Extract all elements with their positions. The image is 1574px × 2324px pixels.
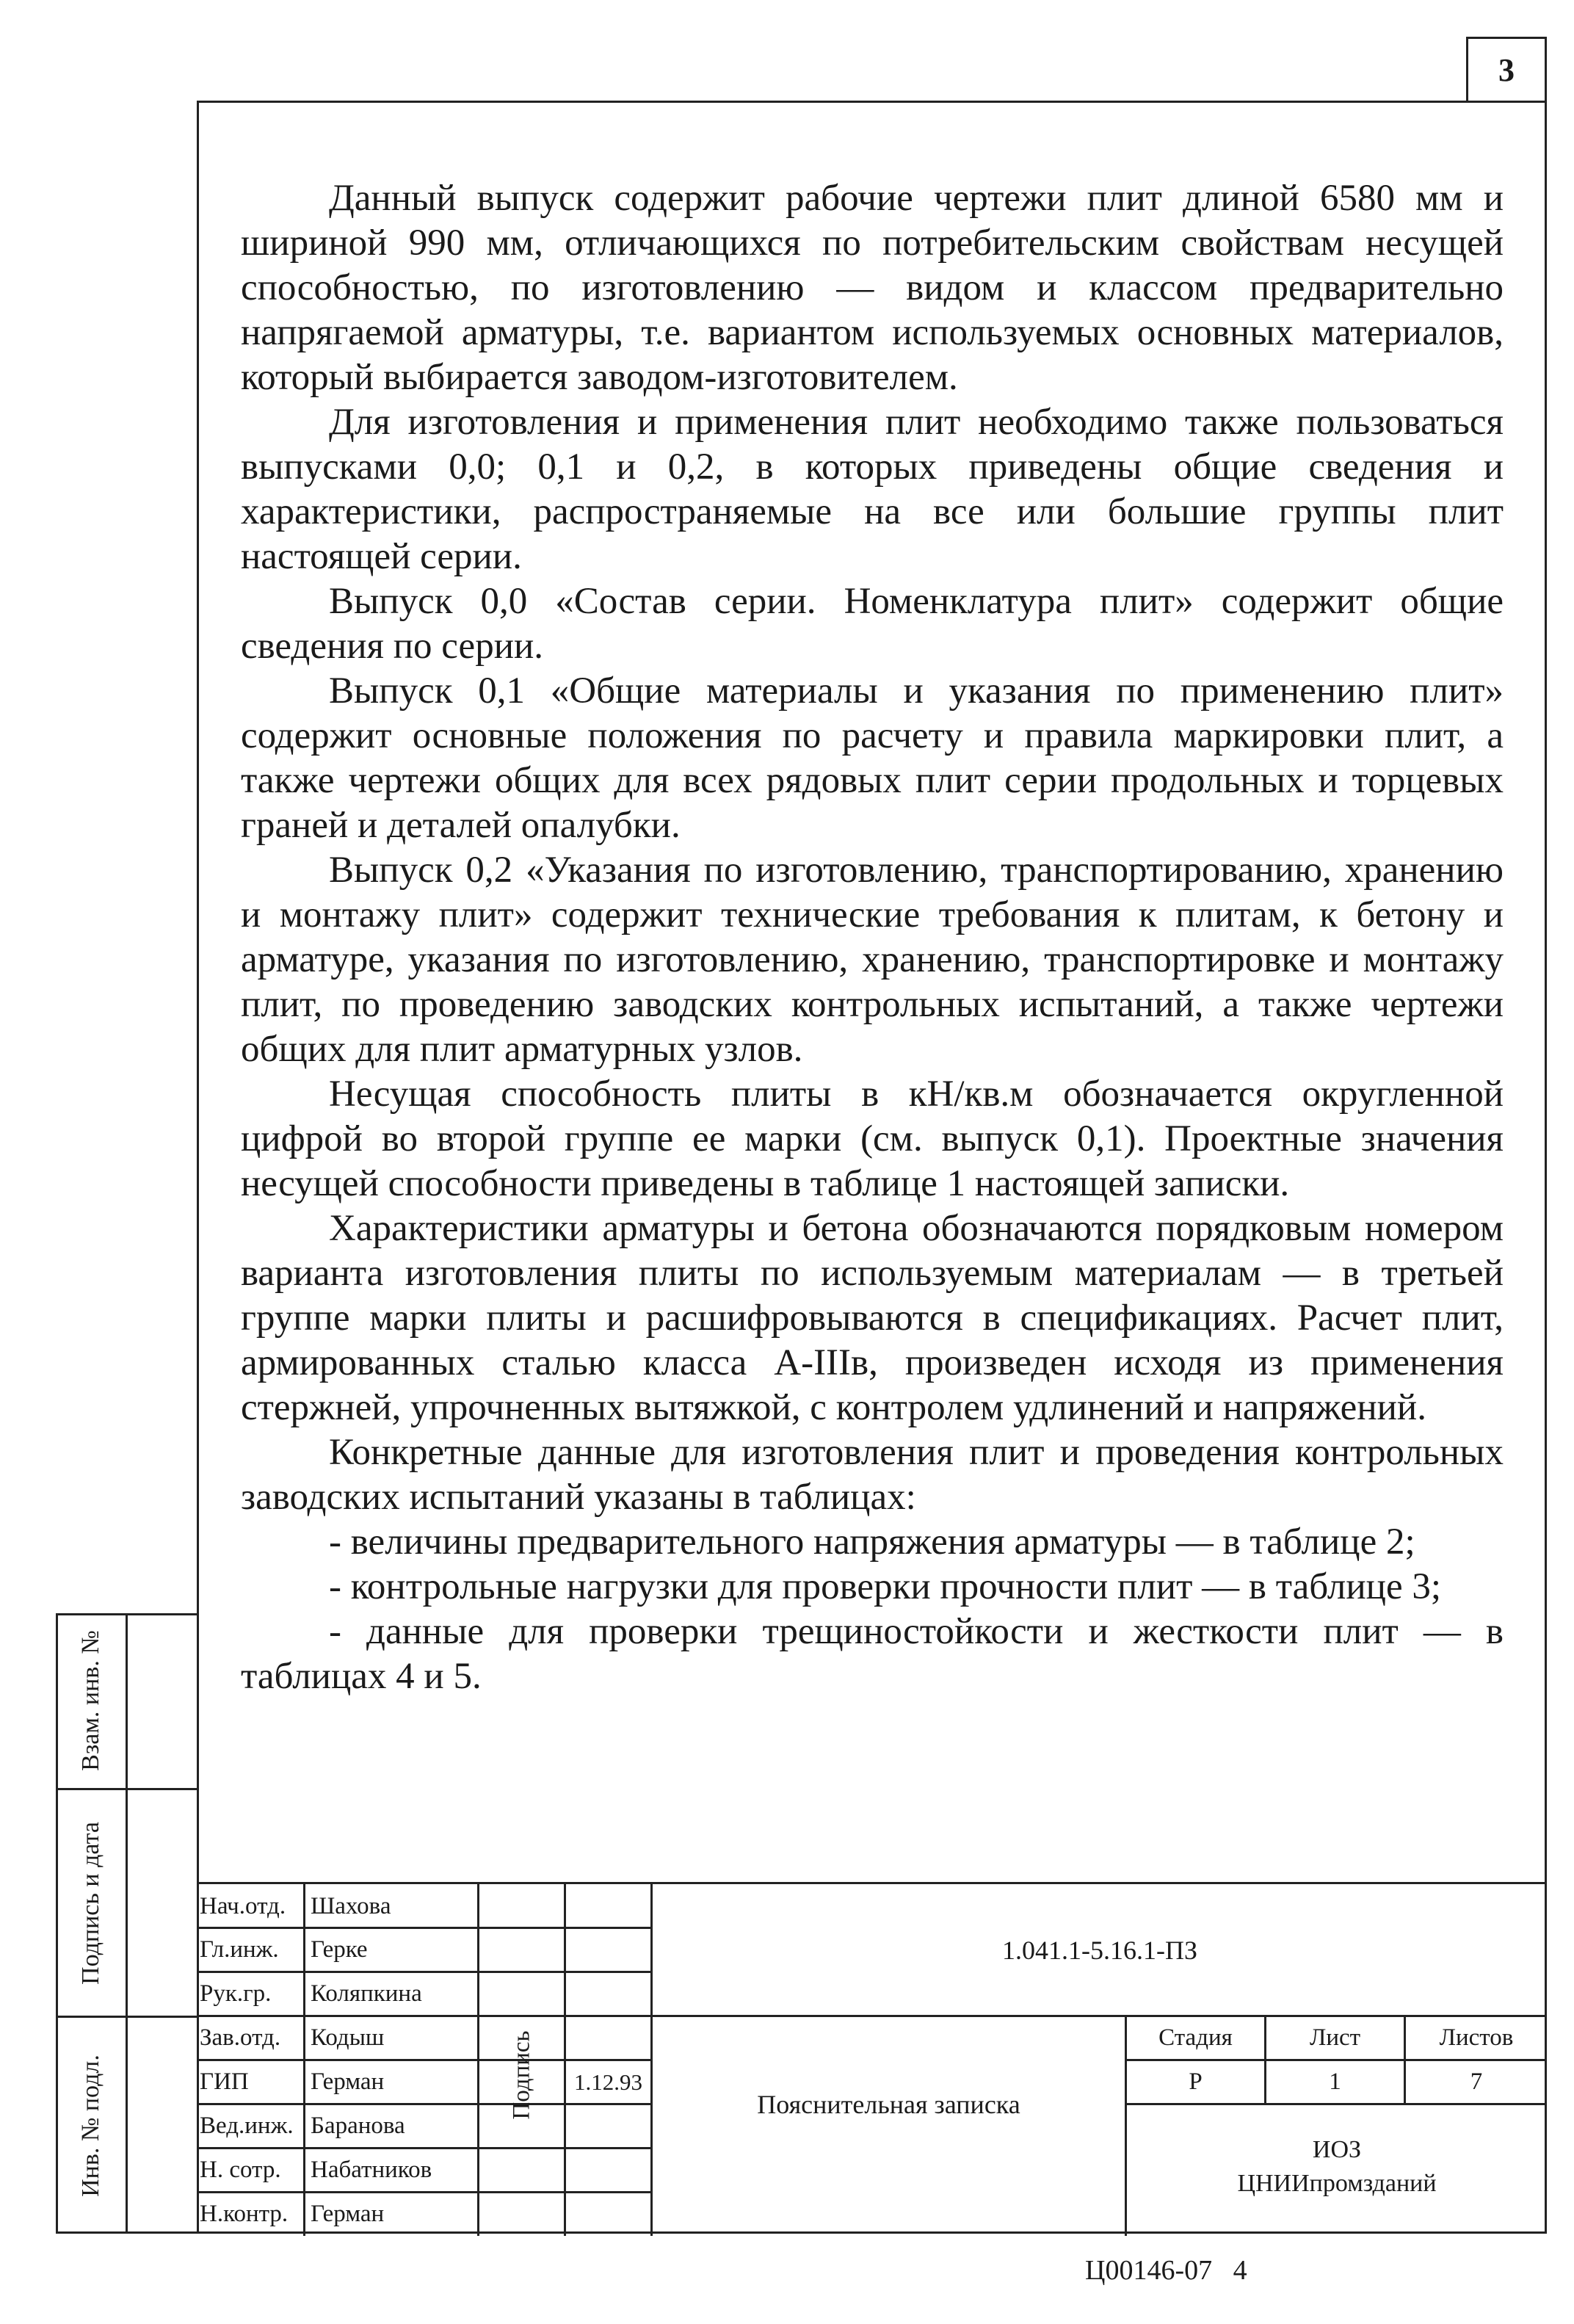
sheet-header: Лист [1309, 2024, 1361, 2051]
page-number: 3 [1466, 37, 1547, 101]
list-item: - контрольные нагрузки для проверки прочности плит — в таблице 3; [329, 1566, 1442, 1607]
left-margin-cell [56, 1613, 126, 1788]
list-item: - величины предварительного напряжения арматуры — в таблице 2; [329, 1521, 1415, 1563]
name-cell: Коляпкина [311, 1980, 422, 2007]
stage-header: Стадия [1158, 2024, 1233, 2051]
divider [477, 1884, 479, 2236]
role-cell: Гл.инж. [200, 1936, 279, 1963]
document-title: Пояснительная записка [757, 2090, 1020, 2119]
date-cell: 1.12.93 [574, 2068, 642, 2095]
sheet-value: 1 [1329, 2068, 1341, 2095]
paragraph: Характеристики арматуры и бетона обозначаются порядковым номером варианта изготовления плиты по используемым материалам — в третьей группе марки плиты и расшифровываются в спецификациях. Расчет плит, армированных сталью класса А-IIIв, произведен исходя из применения стержней, упрочненных вытяжкой, с контролем удлинений и напряжений. [241, 1208, 1504, 1428]
divider [126, 1613, 128, 2234]
vzam-inv-label: Взам. инв. № [77, 1630, 104, 1771]
footer-code: Ц00146-07 4 [1085, 2255, 1247, 2286]
name-cell: Кодыш [311, 2024, 385, 2051]
role-cell: Рук.гр. [200, 1980, 272, 2007]
name-cell: Герке [311, 1936, 368, 1963]
paragraph: Выпуск 0,2 «Указания по изготовлению, транспортированию, хранению и монтажу плит» содержит технические требования к плитам, к бетону и арматуре, указания по изготовлению, хранению, транспортировке и монтажу плит, по проведению заводских контрольных испытаний, а также чертежи общих для плит арматурных узлов. [241, 850, 1504, 1070]
left-margin-cell [56, 2018, 126, 2234]
sheets-header: Листов [1439, 2024, 1514, 2051]
role-cell: Зав.отд. [200, 2024, 281, 2051]
signature-label: Подпись [508, 2030, 534, 2120]
paragraph: Несущая способность плиты в кН/кв.м обозначается округленной цифрой во второй группе ее марки (см. выпуск 0,1). Проектные значения несущей способности приведены в таблице 1 настоящей записки. [241, 1074, 1504, 1204]
name-cell: Герман [311, 2068, 385, 2095]
organization-line2: ЦНИИпромзданий [1237, 2170, 1437, 2197]
name-cell: Баранова [311, 2113, 405, 2139]
name-cell: Шахова [311, 1892, 391, 1919]
paragraph: Данный выпуск содержит рабочие чертежи плит длиной 6580 мм и шириной 990 мм, отличающихся по потребительским свойствам несущей способностью, по изготовлению — видом и классом предварительно напрягаемой арматуры, т.е. вариантом используемых основных материалов, который выбирается заводом-изготовителем. [241, 178, 1504, 398]
divider [303, 1884, 305, 2236]
list-item: - данные для проверки трещиностойкости и жесткости плит — в таблицах 4 и 5. [241, 1611, 1504, 1697]
role-cell: ГИП [200, 2068, 249, 2095]
organization-line1: ИОЗ [1312, 2136, 1362, 2163]
paragraph: Выпуск 0,1 «Общие материалы и указания по применению плит» содержит основные положения по расчету и правила маркировки плит, а также чертежи общих для всех рядовых плит серии продольных и торцевых граней и деталей опалубки. [241, 670, 1504, 846]
document-code: 1.041.1-5.16.1-ПЗ [1001, 1936, 1197, 1965]
stage-value: Р [1189, 2068, 1203, 2095]
divider [564, 1884, 566, 2236]
title-block [197, 1882, 1547, 2234]
role-cell: Н. сотр. [200, 2157, 281, 2183]
inv-podl-label: Инв. № подл. [77, 2055, 104, 2197]
podpis-data-label: Подпись и дата [77, 1822, 104, 1985]
paragraph: Для изготовления и применения плит необходимо также пользоваться выпусками 0,0; 0,1 и 0,2, в которых приведены общие сведения и характеристики, распространяемые на все или большие группы плит настоящей серии. [241, 402, 1504, 577]
divider [1125, 2103, 1547, 2105]
role-cell: Нач.отд. [200, 1892, 286, 1919]
name-cell: Герман [311, 2201, 385, 2227]
name-cell: Набатников [311, 2157, 432, 2183]
paragraph: Конкретные данные для изготовления плит и проведения контрольных заводских испытаний указаны в таблицах: [241, 1432, 1504, 1518]
paragraph: Выпуск 0,0 «Состав серии. Номенклатура плит» содержит общие сведения по серии. [241, 581, 1504, 667]
role-cell: Н.контр. [200, 2201, 289, 2227]
role-cell: Вед.инж. [200, 2113, 294, 2139]
left-margin-cell [56, 1790, 126, 2016]
sheets-value: 7 [1470, 2068, 1483, 2095]
document-body [241, 176, 1504, 1699]
